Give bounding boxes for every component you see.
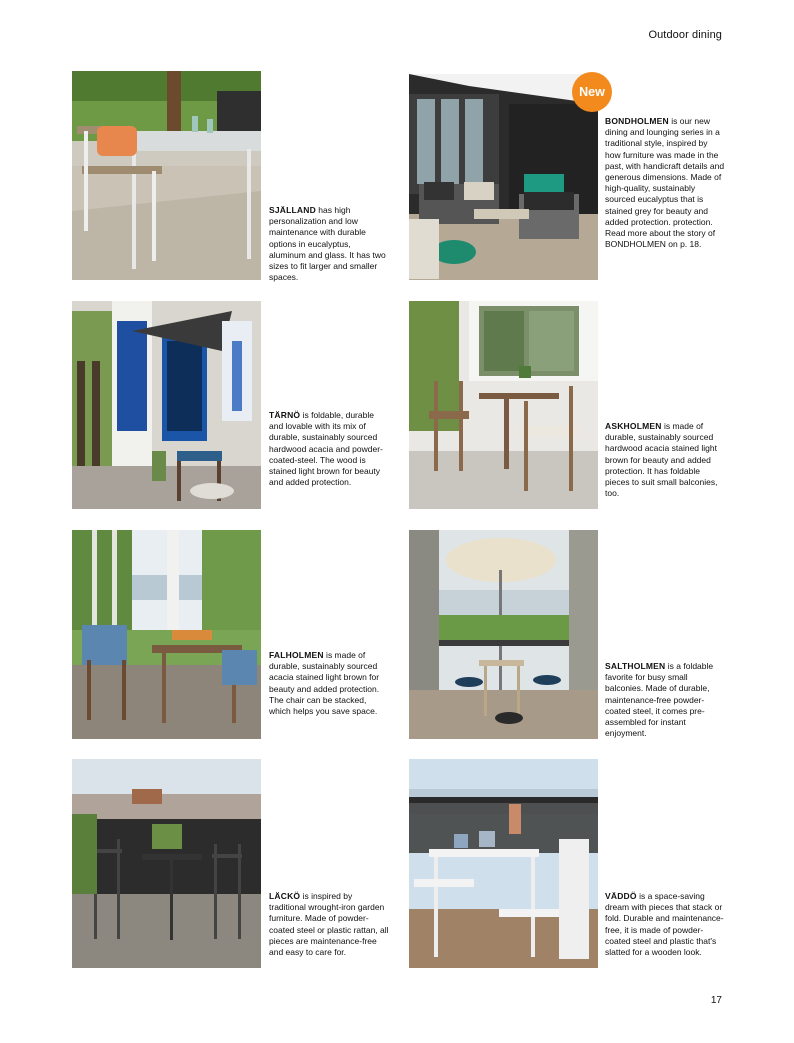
product-photo-tarno [72,301,261,509]
product-photo-saltholmen [409,530,598,739]
product-desc-lacko [269,891,389,958]
page-number: 17 [710,995,722,1006]
product-photo-bondholmen [409,74,598,280]
new-badge: New [572,72,612,112]
product-photo-sjalland [72,71,261,280]
product-name: BONDHOLMEN [605,116,669,126]
product-name: SALTHOLMEN [605,661,666,671]
product-name: TÄRNÖ [269,410,301,420]
product-text: is a foldable favorite for busy small balconies. Made of durable, maintenance-free powder-coated steel, it comes pre-assembled for instant enjoyment. [605,661,714,739]
product-photo-askholmen [409,301,598,509]
product-name: LÄCKÖ [269,891,301,901]
product-text: has high personalization and low maintenance with durable options in eucalyptus, aluminum and glass. It has two sizes to fit larger and smaller spaces. [269,205,386,283]
product-photo-vaddo [409,759,598,968]
product-text: is foldable, durable and lovable with its mix of durable, sustainably sourced hardwood acacia and powder-coated-steel. The wood is stained light brown for beauty and added protection. [269,410,383,488]
product-photo-falholmen [72,530,261,739]
product-text: is made of durable, sustainably sourced hardwood acacia stained light brown for beauty and added protection. It has foldable pieces to suit small balconies, too. [605,421,718,499]
product-name: SJÄLLAND [269,205,316,215]
product-desc-tarno [269,410,389,488]
product-desc-askholmen [605,421,725,499]
product-text: is our new dining and lounging series in a traditional style, inspired by how furniture was made in the past, with handicraft details and generous dimensions. Made of high-quality, sustainably sourced eucalyptus that is stained grey for beauty and added protection. protection. Read more about the story of BONDHOLMEN on p. 18. [605,116,725,250]
product-name: VÄDDÖ [605,891,637,901]
product-desc-bondholmen [605,116,725,250]
product-desc-falholmen [269,650,389,717]
product-text: is made of durable, sustainably sourced acacia stained light brown for beauty and added protection. The chair can be stacked, which helps you save space. [269,650,380,717]
product-photo-lacko [72,759,261,968]
product-name: ASKHOLMEN [605,421,662,431]
product-desc-vaddo [605,891,725,958]
product-text: is a space-saving dream with pieces that stack or fold. Durable and maintenance-free, it is made of powder-coated steel and plastic that's slatted for a wooden look. [605,891,724,958]
product-name: FALHOLMEN [269,650,324,660]
product-desc-sjalland [269,205,389,283]
product-text: is inspired by traditional wrought-iron garden furniture. Made of powder-coated steel or plastic rattan, all pieces are maintenance-free and easy to care for. [269,891,389,958]
section-title: Outdoor dining [648,29,722,41]
product-desc-saltholmen [605,661,725,739]
